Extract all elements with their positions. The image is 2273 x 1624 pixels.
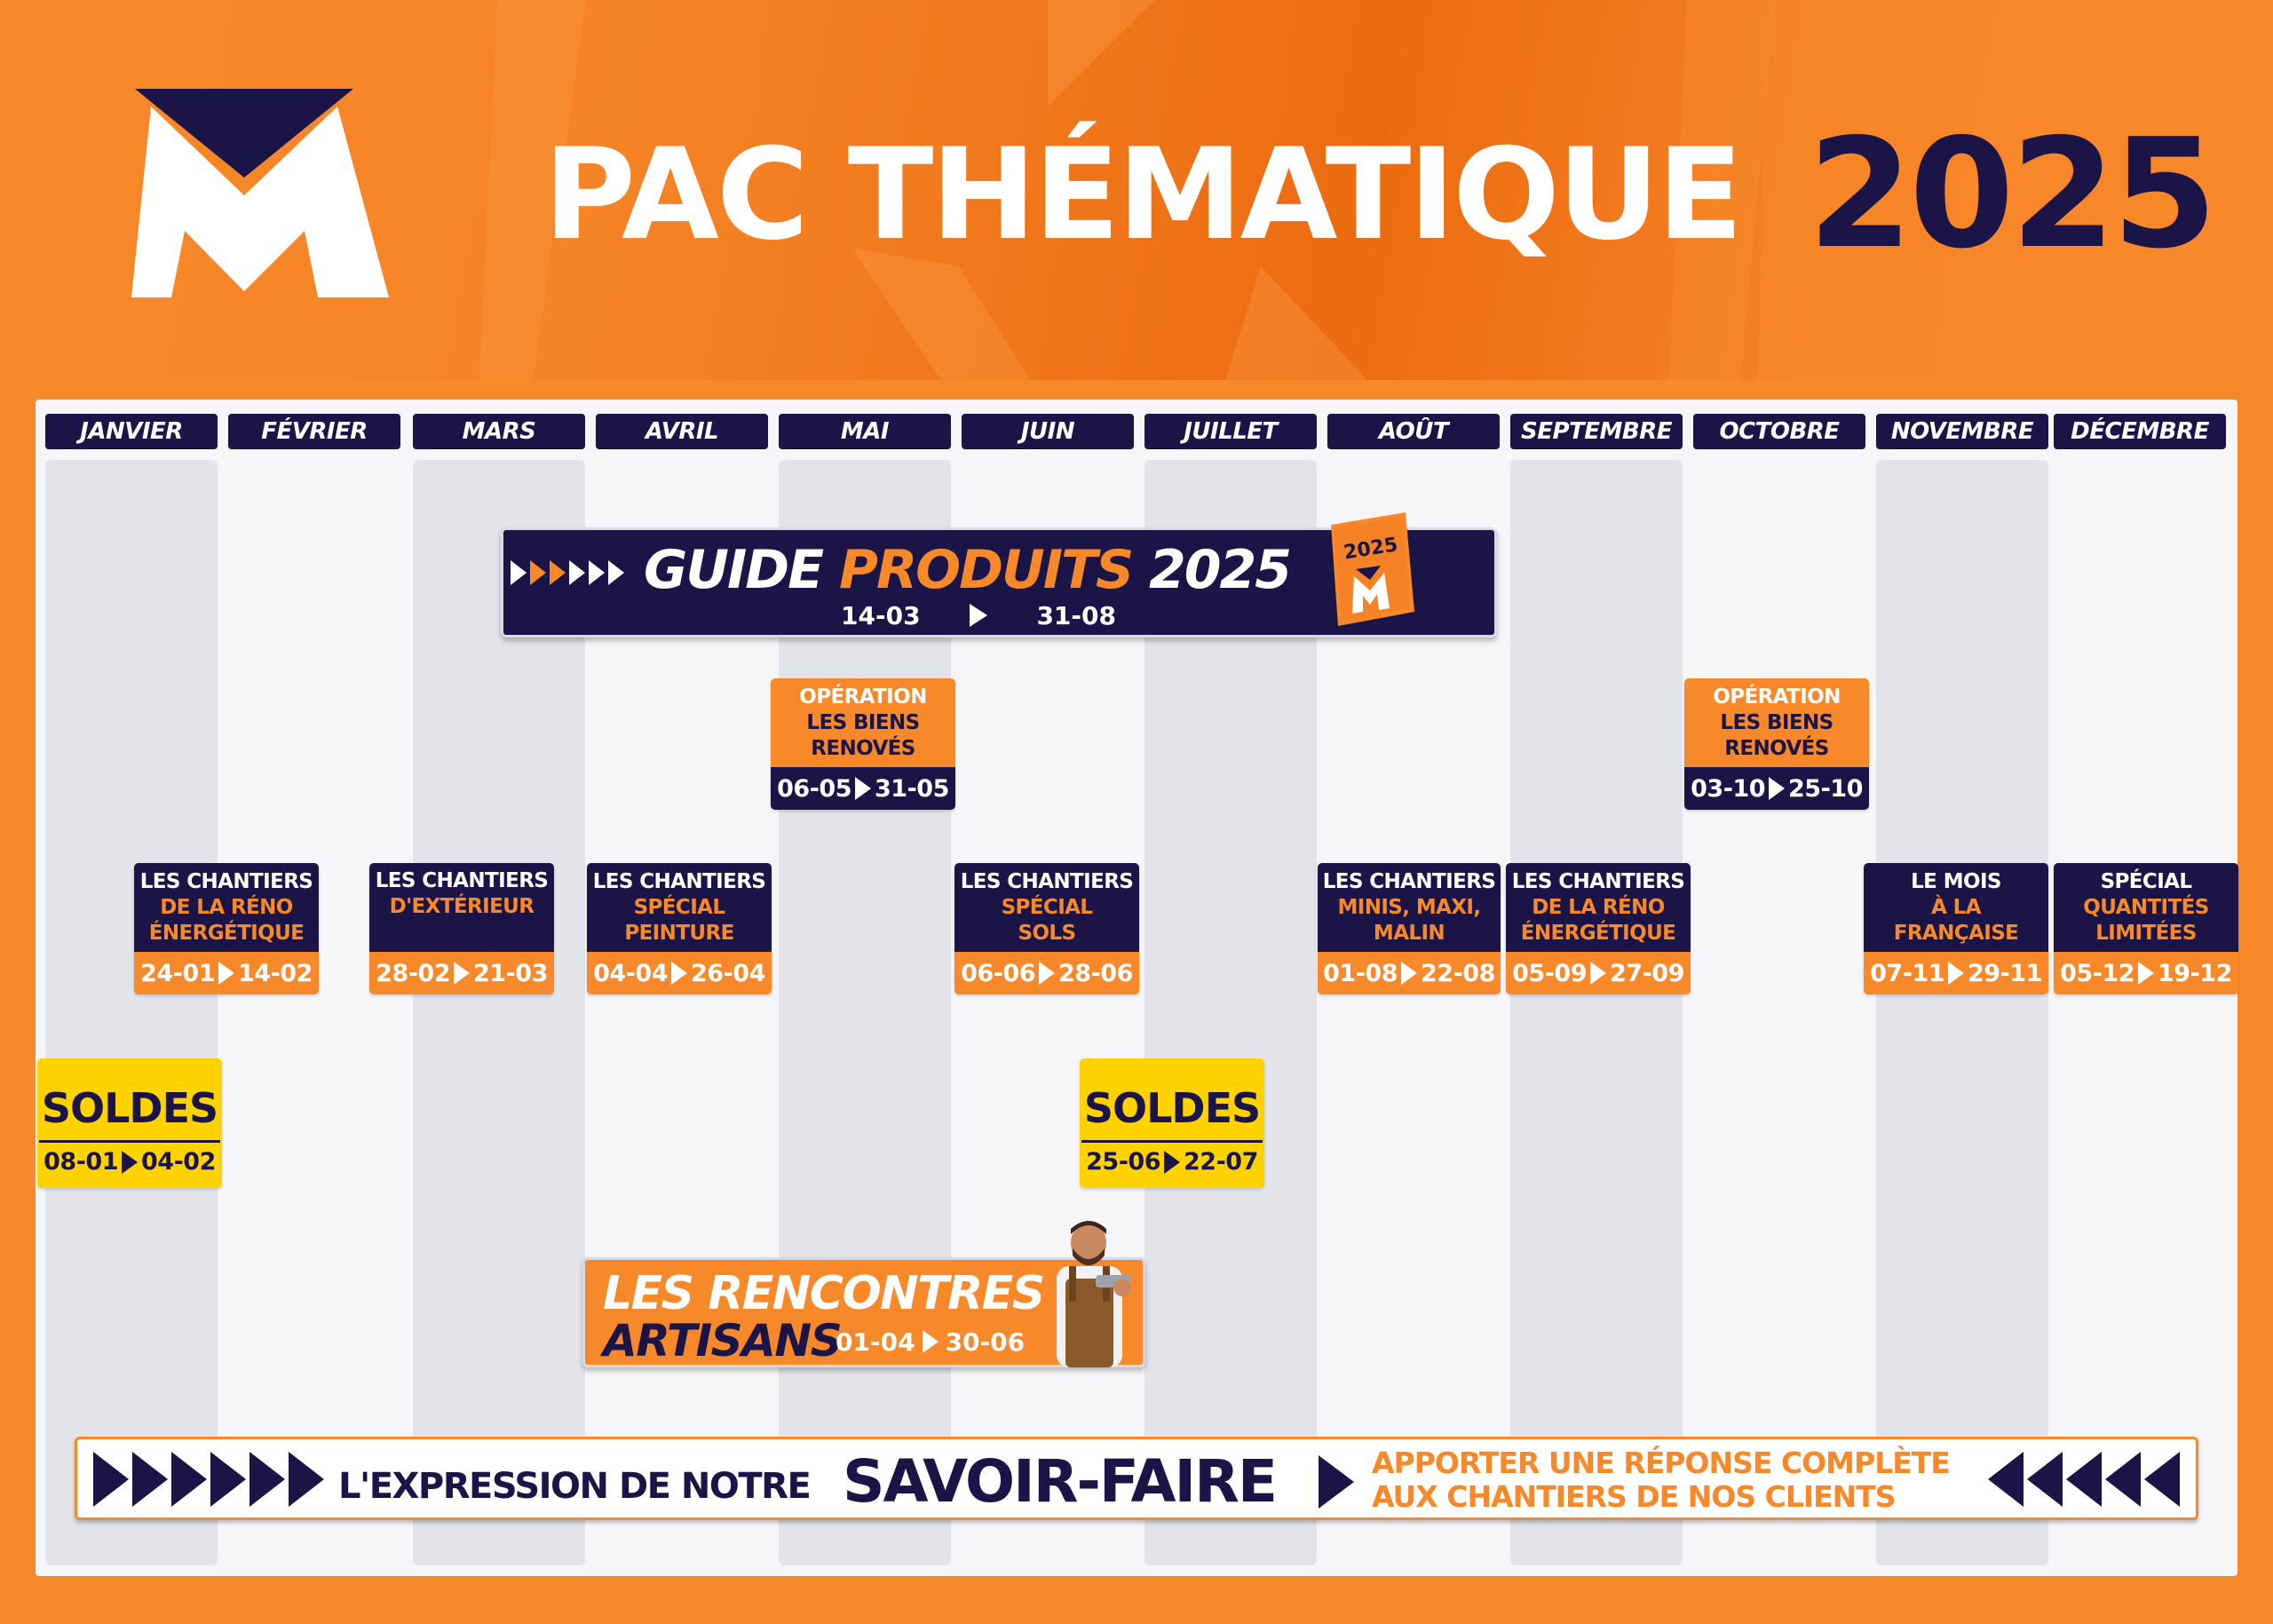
chantier-line3: ÉNERGÉTIQUE xyxy=(1520,921,1676,945)
month-header-octobre: OCTOBRE xyxy=(1693,414,1865,449)
soldes-card-hiver[interactable] xyxy=(37,1058,222,1188)
chantier-line1: LES CHANTIERS xyxy=(139,869,313,893)
rencontres-title: LES RENCONTRES xyxy=(603,1267,1044,1320)
guide-title-part1: GUIDE xyxy=(644,539,823,601)
end-date: 28-06 xyxy=(1058,959,1133,987)
month-header-juillet: JUILLET xyxy=(1144,414,1317,449)
chantier-line1: LES CHANTIERS xyxy=(1511,869,1685,893)
play-arrow-icon xyxy=(1319,1455,1354,1509)
craftsman-photo-icon xyxy=(1034,1216,1149,1367)
chantier-line2: DE LA RÉNO xyxy=(1532,895,1665,919)
month-header-juin: JUIN xyxy=(962,414,1134,449)
month-header-janvier: JANVIER xyxy=(45,414,218,449)
start-date: 06-05 xyxy=(777,774,851,803)
play-arrow-icon xyxy=(1401,962,1417,985)
guide-start-date: 14-03 xyxy=(841,600,921,630)
savoir-faire-banner xyxy=(75,1437,2198,1520)
page-title: PAC THÉMATIQUE xyxy=(543,122,1741,268)
month-header-novembre: NOVEMBRE xyxy=(1876,414,2048,449)
chantier-line2: À LA xyxy=(1931,895,1981,919)
end-date: 25-10 xyxy=(1788,774,1863,803)
operation-line2: LES BIENS xyxy=(806,710,920,734)
month-header-avril: AVRIL xyxy=(596,414,768,449)
end-date: 29-11 xyxy=(1968,959,2042,987)
month-header-fevrier: FÉVRIER xyxy=(228,414,400,449)
chantier-line2: DE LA RÉNO xyxy=(160,895,293,919)
start-date: 04-04 xyxy=(593,959,668,987)
chantier-line1: LES CHANTIERS xyxy=(375,869,549,892)
end-date: 14-02 xyxy=(238,959,313,987)
month-header-mars: MARS xyxy=(413,414,585,449)
operation-line3: RENOVÉS xyxy=(1724,736,1829,760)
play-arrow-icon xyxy=(968,602,989,629)
rencontres-subtitle: ARTISANS xyxy=(603,1315,842,1367)
svg-text:2025: 2025 xyxy=(1342,534,1400,565)
chantier-line1: LE MOIS xyxy=(1911,869,2001,893)
end-date: 31-05 xyxy=(875,774,949,803)
catalog-book-icon xyxy=(1326,512,1414,628)
play-arrow-icon xyxy=(1948,962,1964,985)
chantier-card-exterieur[interactable] xyxy=(369,863,554,994)
chantier-line3: PEINTURE xyxy=(624,921,734,945)
play-arrow-icon xyxy=(1590,962,1606,985)
chantier-line2: SPÉCIAL xyxy=(1001,895,1093,919)
start-date: 01-08 xyxy=(1323,959,1398,987)
operation-card-mai[interactable] xyxy=(771,678,955,810)
play-arrow-icon xyxy=(855,777,871,800)
banner-tagline-line1: APPORTER UNE RÉPONSE COMPLÈTE xyxy=(1372,1446,1950,1480)
banner-text-savoir-faire: SAVOIR-FAIRE xyxy=(843,1447,1276,1516)
start-date: 28-02 xyxy=(376,959,450,987)
chantier-line2: SPÉCIAL xyxy=(633,895,725,919)
end-date: 22-08 xyxy=(1421,959,1495,987)
operation-card-octobre[interactable] xyxy=(1684,678,1869,810)
chantier-line3: ÉNERGÉTIQUE xyxy=(148,921,305,945)
chantier-card-reno-energetique-2[interactable] xyxy=(1506,863,1691,994)
chantier-card-reno-energetique-1[interactable] xyxy=(134,863,319,994)
rencontres-dates xyxy=(836,1326,1025,1358)
play-arrow-icon xyxy=(218,962,234,985)
chantier-line1: LES CHANTIERS xyxy=(592,869,766,893)
end-date: 27-09 xyxy=(1610,959,1684,987)
guide-title xyxy=(644,539,1290,601)
chantier-line3: SOLS xyxy=(1018,921,1076,945)
soldes-label: SOLDES xyxy=(1083,1084,1261,1132)
operation-line1: OPÉRATION xyxy=(799,685,927,709)
month-header-mai: MAI xyxy=(779,414,951,449)
soldes-label: SOLDES xyxy=(41,1084,218,1132)
start-date: 24-01 xyxy=(140,959,215,987)
guide-title-part3: 2025 xyxy=(1149,539,1291,601)
chantier-line2: D'EXTÉRIEUR xyxy=(389,895,535,918)
start-date: 03-10 xyxy=(1691,774,1765,803)
soldes-card-ete[interactable] xyxy=(1080,1058,1264,1188)
month-column-stripe xyxy=(45,460,218,1565)
chantier-line2: MINIS, MAXI, xyxy=(1337,895,1481,919)
end-date: 22-07 xyxy=(1184,1148,1258,1176)
guide-produits-banner[interactable] xyxy=(501,527,1497,638)
play-arrow-icon xyxy=(923,1330,939,1353)
start-date: 07-11 xyxy=(1870,959,1944,987)
play-arrow-icon xyxy=(1769,777,1785,800)
end-date: 04-02 xyxy=(141,1148,216,1176)
banner-tagline xyxy=(1372,1446,1993,1514)
month-header-decembre: DÉCEMBRE xyxy=(2054,414,2226,449)
chevrons-right-icon xyxy=(93,1452,324,1507)
chevrons-right-icon xyxy=(511,557,626,589)
month-column-stripe xyxy=(1510,460,1683,1565)
chantier-card-mois-francaise[interactable] xyxy=(1864,863,2048,994)
banner-tagline-line2: AUX CHANTIERS DE NOS CLIENTS xyxy=(1372,1479,1896,1514)
chantier-line1: LES CHANTIERS xyxy=(1322,869,1496,893)
end-date: 30-06 xyxy=(945,1327,1026,1357)
chantier-line1: LES CHANTIERS xyxy=(960,869,1134,893)
play-arrow-icon xyxy=(2138,962,2154,985)
play-arrow-icon xyxy=(671,962,687,985)
play-arrow-icon xyxy=(122,1151,138,1174)
chevrons-left-icon xyxy=(1988,1452,2180,1507)
end-date: 26-04 xyxy=(691,959,765,987)
chantier-line3: MALIN xyxy=(1373,921,1445,945)
start-date: 25-06 xyxy=(1086,1148,1160,1176)
chantier-card-sols[interactable] xyxy=(954,863,1139,994)
month-header-aout: AOÛT xyxy=(1327,414,1500,449)
start-date: 05-09 xyxy=(1512,959,1587,987)
page-year: 2025 xyxy=(1808,107,2214,282)
start-date: 05-12 xyxy=(2060,959,2134,987)
chantier-card-minis-maxi-malin[interactable] xyxy=(1318,863,1501,994)
chantier-line3: LIMITÉES xyxy=(2095,921,2197,945)
month-column-stripe xyxy=(1876,460,2048,1565)
play-arrow-icon xyxy=(1039,962,1055,985)
header-banner xyxy=(0,0,2273,380)
chantier-line2: QUANTITÉS xyxy=(2083,895,2209,919)
chantier-line3: FRANÇAISE xyxy=(1893,921,2019,945)
end-date: 19-12 xyxy=(2158,959,2232,987)
end-date: 21-03 xyxy=(473,959,548,987)
play-arrow-icon xyxy=(1164,1151,1180,1174)
start-date: 01-04 xyxy=(836,1327,915,1357)
month-header-septembre: SEPTEMBRE xyxy=(1510,414,1683,449)
play-arrow-icon xyxy=(454,962,470,985)
guide-dates xyxy=(841,599,1116,631)
start-date: 08-01 xyxy=(44,1148,118,1176)
banner-text-expression: L'EXPRESSION DE NOTRE xyxy=(338,1466,811,1507)
operation-line2: LES BIENS xyxy=(1720,710,1833,734)
brand-logo-icon xyxy=(131,89,389,297)
start-date: 06-06 xyxy=(961,959,1035,987)
operation-line3: RENOVÉS xyxy=(811,736,915,760)
chantier-line1: SPÉCIAL xyxy=(2100,869,2192,893)
chantier-card-quantites-limitees[interactable] xyxy=(2054,863,2238,994)
operation-line1: OPÉRATION xyxy=(1713,685,1841,709)
guide-end-date: 31-08 xyxy=(1036,600,1116,630)
chantier-card-peinture[interactable] xyxy=(587,863,772,994)
guide-title-part2: PRODUITS xyxy=(838,539,1133,601)
